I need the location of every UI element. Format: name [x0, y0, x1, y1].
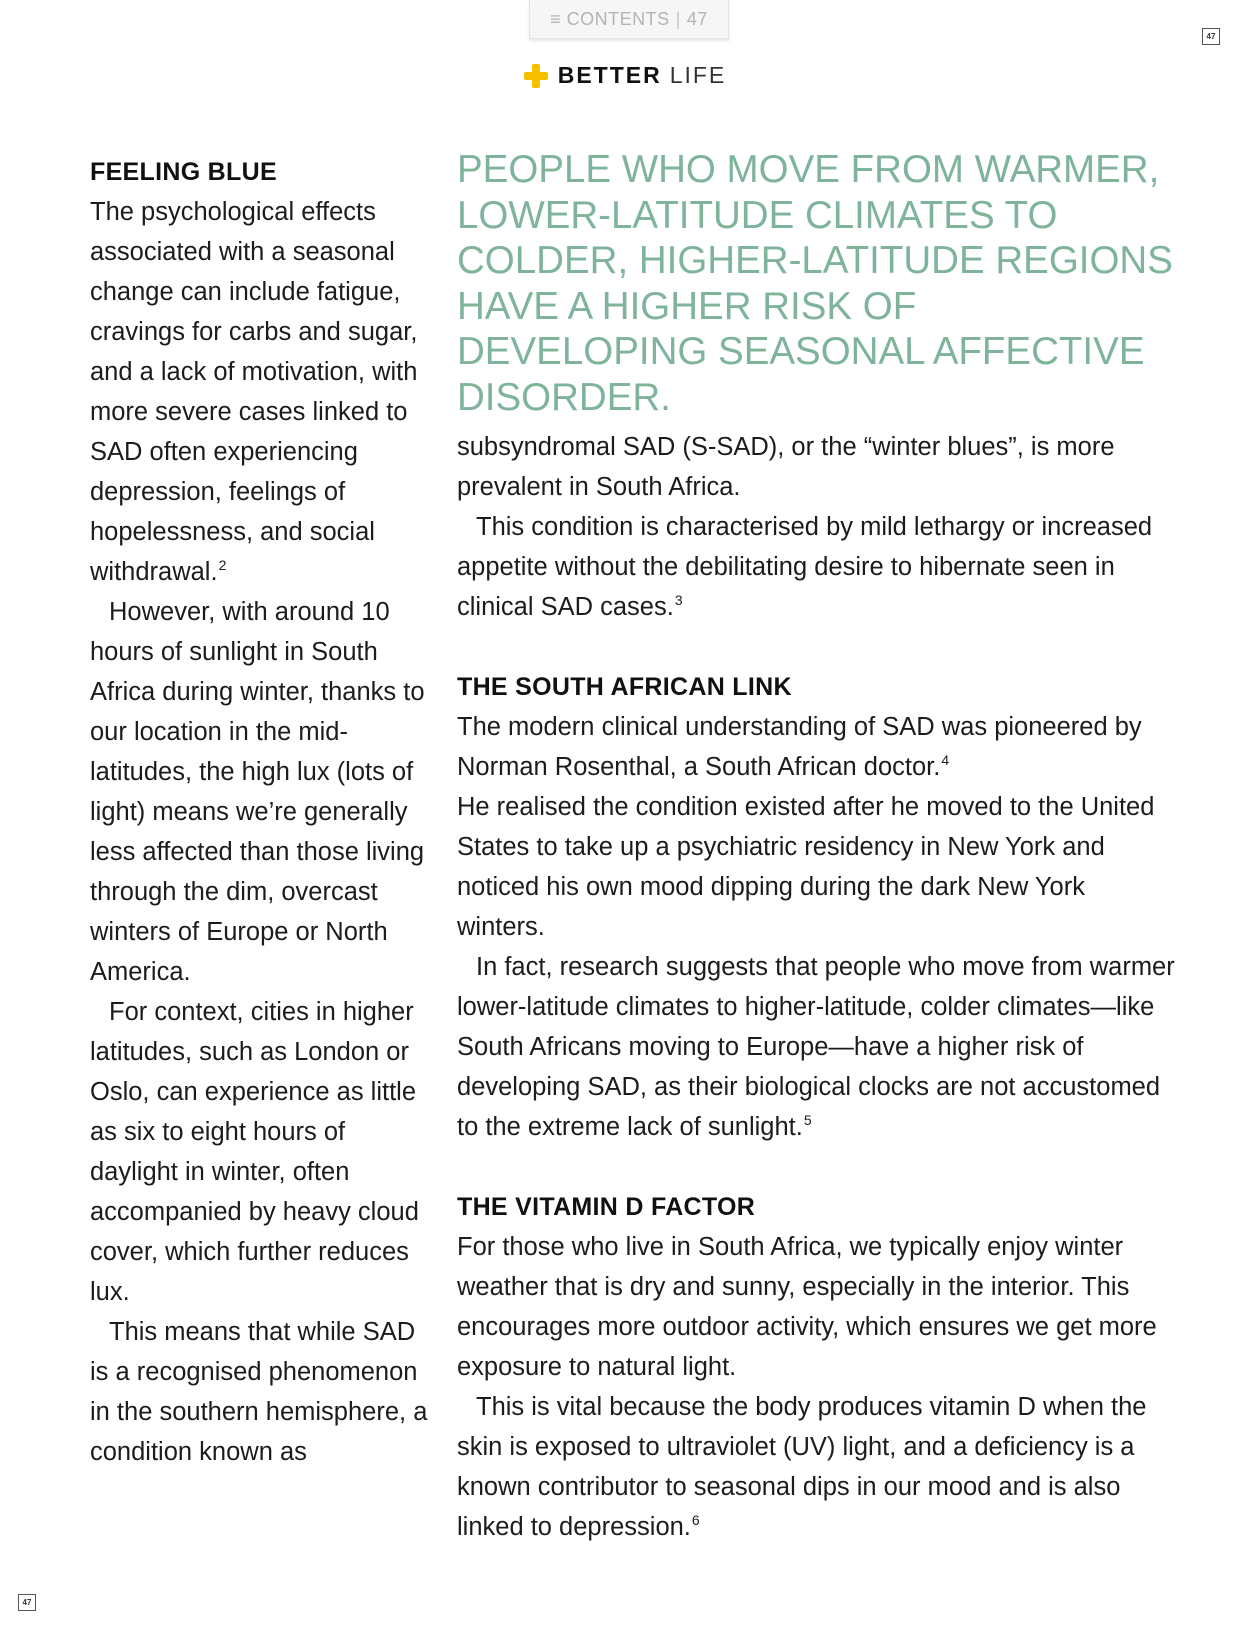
paragraph: This is vital because the body produces vitamin D when the skin is exposed to ultraviolet (UV) light, and a deficiency is a known contributor to seasonal dips in our mood and is also linked to depression.$^6$: [457, 1393, 1147, 1541]
contents-button[interactable]: [529, 0, 729, 39]
heading-vitamin-d-factor: THE VITAMIN D FACTOR: [457, 1193, 756, 1221]
section-header: [0, 62, 1250, 89]
separator: |: [675, 8, 681, 29]
paragraph: However, with around 10 hours of sunlight in South Africa during winter, thanks to our location in the mid-latitudes, the high lux (lots of light) means we’re generally less affected than those living through the dim, overcast winters of Europe or North America.: [90, 598, 425, 986]
paragraph: For context, cities in higher latitudes, such as London or Oslo, can experience as little as six to eight hours of daylight in winter, often accompanied by heavy cloud cover, which further reduces lux.: [90, 998, 419, 1306]
heading-feeling-blue: FEELING BLUE: [90, 158, 277, 186]
paragraph: In fact, research suggests that people who move from warmer lower-latitude climates to higher-latitude, colder climates—like South Africans moving to Europe—have a higher risk of developing SAD, as their biological clocks are not accustomed to the extreme lack of sunlight.$^5$: [457, 953, 1175, 1141]
section-title-bold: BETTER: [557, 62, 662, 88]
paragraph: The modern clinical understanding of SAD was pioneered by Norman Rosenthal, a South African doctor.$^4$ He realised the condition existed after he moved to the United States to take up a psychiatric residency in New York and noticed his own mood dipping during the dark New York winters.: [457, 713, 1155, 941]
section-title-light: LIFE: [669, 62, 727, 88]
left-column: [90, 152, 435, 1472]
heading-south-african-link: THE SOUTH AFRICAN LINK: [457, 673, 792, 701]
footnote-ref: 5: [803, 1112, 812, 1128]
paragraph: This means that while SAD is a recognised phenomenon in the southern hemisphere, a condition known as: [90, 1318, 428, 1466]
plus-icon: [524, 64, 548, 88]
footnote-ref: 3: [674, 592, 683, 608]
paragraph: The psychological effects associated with a seasonal change can include fatigue, cravings for carbs and sugar, and a lack of motivation, with more severe cases linked to SAD often experiencing depression, feelings of hopelessness, and social withdrawal.$^2$: [90, 198, 418, 586]
paragraph: For those who live in South Africa, we typically enjoy winter weather that is dry and sunny, especially in the interior. This encourages more outdoor activity, which ensures we get more exposure to natural light.: [457, 1233, 1157, 1381]
nav-page-number: 47: [686, 8, 708, 29]
pull-quote: PEOPLE WHO MOVE FROM WARMER, LOWER-LATITUDE CLIMATES TO COLDER, HIGHER-LATITUDE REGIONS HAVE A HIGHER RISK OF DEVELOPING SEASONAL AFFECTIVE DISORDER.: [457, 148, 1173, 419]
page-number-badge-top: 47: [1202, 28, 1220, 45]
paragraph: subsyndromal SAD (S-SAD), or the “winter blues”, is more prevalent in South Africa.: [457, 433, 1115, 501]
contents-label: ≡ CONTENTS: [550, 8, 670, 29]
footnote-ref: 4: [941, 752, 950, 768]
page-number-badge-bottom: 47: [18, 1594, 36, 1611]
footnote-ref: 2: [218, 557, 227, 573]
paragraph: This condition is characterised by mild lethargy or increased appetite without the debilitating desire to hibernate seen in clinical SAD cases.$^3$: [457, 513, 1153, 621]
right-column: [457, 147, 1177, 1547]
footnote-ref: 6: [691, 1512, 700, 1528]
